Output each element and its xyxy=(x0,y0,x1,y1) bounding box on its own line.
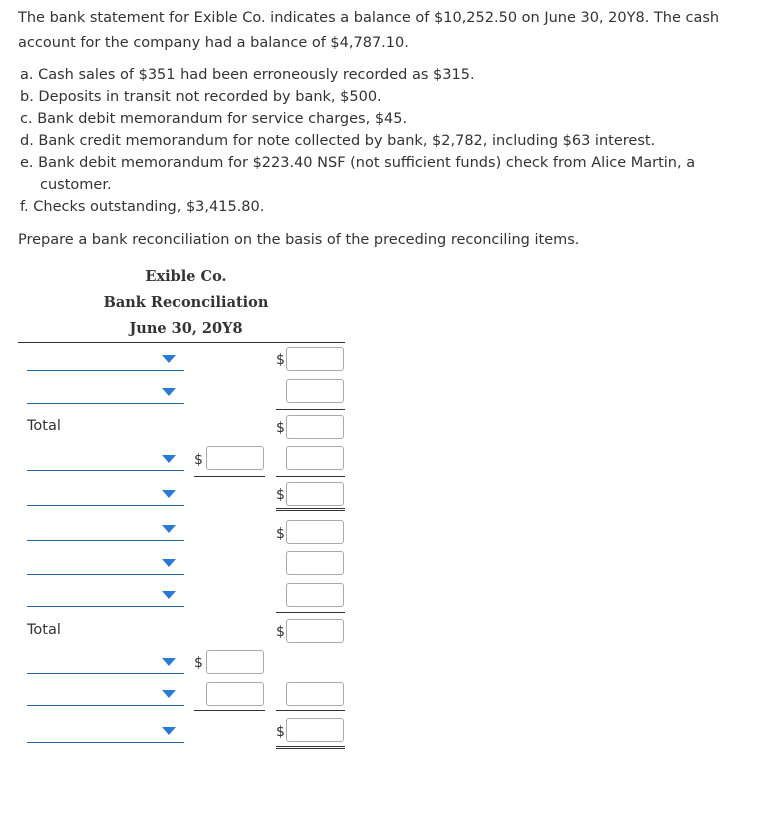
company-total-input[interactable] xyxy=(286,619,344,643)
item-e: e. Bank debit memorandum for $223.40 NSF (not sufficient funds) check from Alice Martin, a xyxy=(20,155,696,171)
statement-date: June 30, 20Y8 xyxy=(129,320,243,337)
company-name: Exible Co. xyxy=(145,268,227,285)
item-c: c. Bank debit memorandum for service charges, $45. xyxy=(20,111,408,127)
bank-deduction-total-input[interactable] xyxy=(286,446,344,470)
company-total-label: Total xyxy=(27,622,61,638)
company-addition-2-select[interactable] xyxy=(27,588,184,607)
dollar-sign: $ xyxy=(276,352,285,368)
dollar-sign: $ xyxy=(276,487,285,503)
adjusted-bank-balance-input[interactable] xyxy=(286,482,344,506)
company-balance-select[interactable] xyxy=(27,522,184,541)
item-a: a. Cash sales of $351 had been erroneously recorded as $315. xyxy=(20,67,475,83)
adjusted-bank-balance-select[interactable] xyxy=(27,487,184,506)
dollar-sign: $ xyxy=(276,624,285,640)
dropdown-arrow-icon xyxy=(162,355,176,363)
item-e-continued: customer. xyxy=(40,177,112,193)
amount-rule xyxy=(276,710,345,711)
dollar-sign: $ xyxy=(276,724,285,740)
header-rule xyxy=(18,342,345,343)
reconciling-items-list xyxy=(20,64,750,218)
item-d: d. Bank credit memorandum for note collected by bank, $2,782, including $63 interest. xyxy=(20,133,656,149)
item-f: f. Checks outstanding, $3,415.80. xyxy=(20,199,265,215)
dropdown-arrow-icon xyxy=(162,455,176,463)
dropdown-arrow-icon xyxy=(162,490,176,498)
company-deduction-1-select[interactable] xyxy=(27,655,184,674)
adjusted-company-balance-input[interactable] xyxy=(286,718,344,742)
subtotal-rule xyxy=(276,409,345,410)
dropdown-arrow-icon xyxy=(162,525,176,533)
dropdown-arrow-icon xyxy=(162,690,176,698)
dropdown-arrow-icon xyxy=(162,727,176,735)
dropdown-arrow-icon xyxy=(162,388,176,396)
dollar-sign: $ xyxy=(194,655,203,671)
dropdown-arrow-icon xyxy=(162,591,176,599)
dollar-sign: $ xyxy=(194,452,203,468)
company-deduction-2-input[interactable] xyxy=(206,682,264,706)
amount-rule xyxy=(276,476,345,477)
item-b: b. Deposits in transit not recorded by bank, $500. xyxy=(20,89,382,105)
bank-total-input[interactable] xyxy=(286,415,344,439)
company-addition-1-input[interactable] xyxy=(286,551,344,575)
dollar-sign: $ xyxy=(276,420,285,436)
company-deduction-1-input[interactable] xyxy=(206,650,264,674)
problem-intro: The bank statement for Exible Co. indicates a balance of $10,252.50 on June 30, 20Y8. The cash account for the company had a balance of $4,787.10. xyxy=(18,10,720,51)
bank-deduction-amount-input[interactable] xyxy=(206,446,264,470)
dropdown-arrow-icon xyxy=(162,559,176,567)
double-rule xyxy=(276,746,345,749)
dollar-sign: $ xyxy=(276,526,285,542)
double-rule xyxy=(276,508,345,511)
bank-total-label: Total xyxy=(27,418,61,434)
instructions: Prepare a bank reconciliation on the basis of the preceding reconciling items. xyxy=(18,232,580,248)
bank-balance-select[interactable] xyxy=(27,352,184,371)
company-addition-2-input[interactable] xyxy=(286,583,344,607)
subtotal-rule xyxy=(276,612,345,613)
amount-rule xyxy=(194,476,265,477)
dropdown-arrow-icon xyxy=(162,658,176,666)
statement-title: Bank Reconciliation xyxy=(103,294,269,311)
bank-addition-input[interactable] xyxy=(286,379,344,403)
adjusted-company-balance-select[interactable] xyxy=(27,724,184,743)
amount-rule xyxy=(194,710,265,711)
company-balance-input[interactable] xyxy=(286,520,344,544)
bank-addition-select[interactable] xyxy=(27,385,184,404)
company-deduction-2-select[interactable] xyxy=(27,687,184,706)
bank-deduction-select[interactable] xyxy=(27,452,184,471)
company-addition-1-select[interactable] xyxy=(27,556,184,575)
company-deduction-total-input[interactable] xyxy=(286,682,344,706)
bank-balance-input[interactable] xyxy=(286,347,344,371)
